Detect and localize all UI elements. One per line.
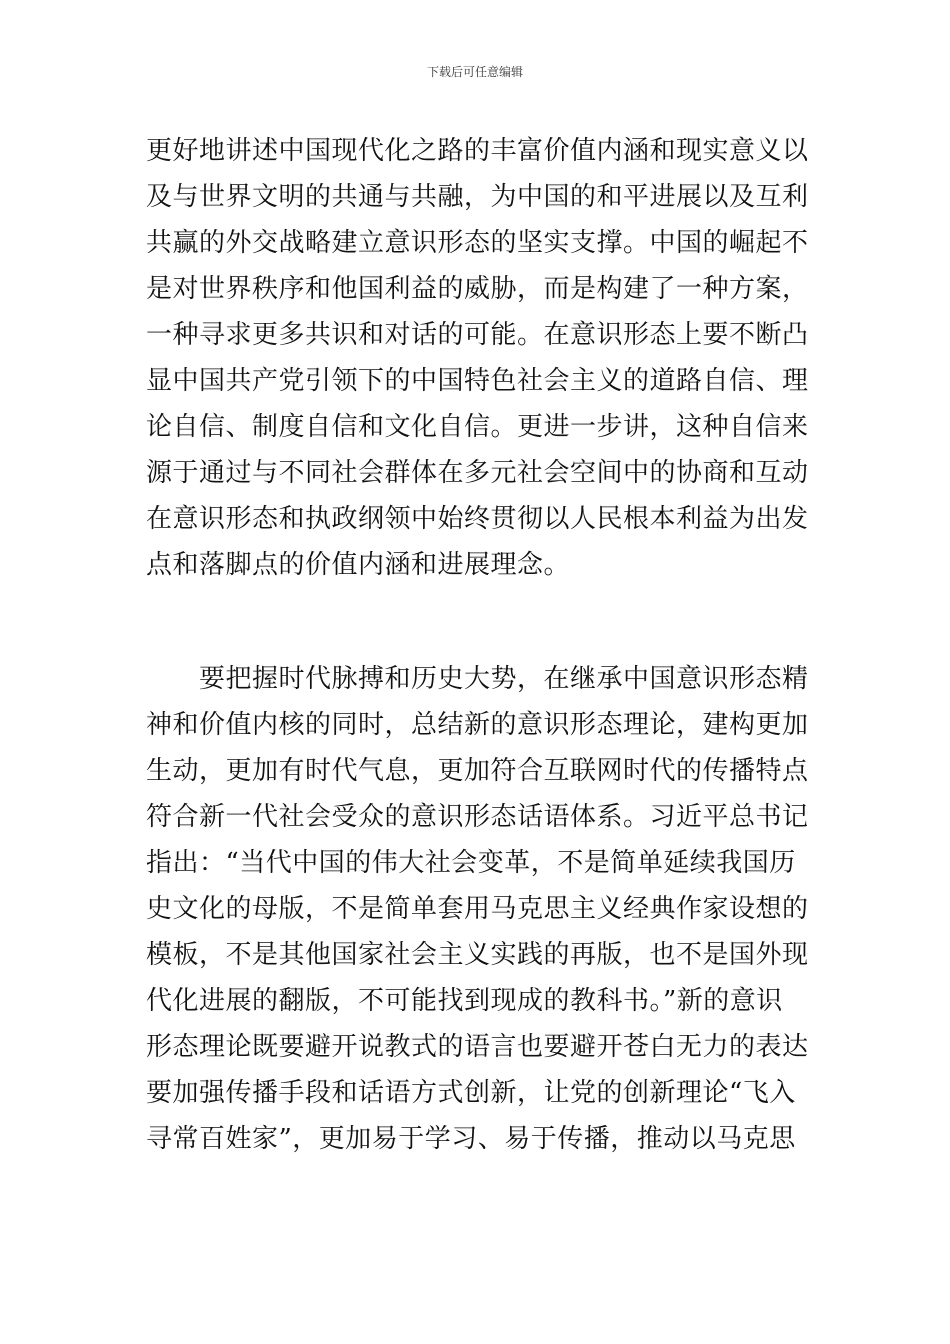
text-line: 显中国共产党引领下的中国特色社会主义的道路自信、理 xyxy=(146,366,809,396)
paragraph-2 xyxy=(146,656,810,1162)
text-line: 要加强传播手段和话语方式创新，让党的创新理论“飞入 xyxy=(146,1078,796,1108)
text-line: 代化进展的翻版，不可能找到现成的教科书。”新的意识 xyxy=(146,986,783,1016)
text-line: 神和价值内核的同时，总结新的意识形态理论，建构更加 xyxy=(146,710,809,740)
text-line: 一种寻求更多共识和对话的可能。在意识形态上要不断凸 xyxy=(146,320,809,350)
text-line: 论自信、制度自信和文化自信。更进一步讲，这种自信来 xyxy=(146,412,809,442)
text-line: 生动，更加有时代气息，更加符合互联网时代的传播特点 xyxy=(146,756,809,786)
text-line: 共赢的外交战略建立意识形态的坚实支撑。中国的崛起不 xyxy=(146,228,809,258)
text-line: 形态理论既要避开说教式的语言也要避开苍白无力的表达 xyxy=(146,1032,809,1062)
text-line: 在意识形态和执政纲领中始终贯彻以人民根本利益为出发 xyxy=(146,504,809,534)
text-line: 模板，不是其他国家社会主义实践的再版，也不是国外现 xyxy=(146,940,809,970)
text-line: 更好地讲述中国现代化之路的丰富价值内涵和现实意义以 xyxy=(146,136,809,166)
text-line: 源于通过与不同社会群体在多元社会空间中的协商和互动 xyxy=(146,458,809,488)
paragraph-spacer xyxy=(146,588,810,656)
text-line: 及与世界文明的共通与共融，为中国的和平进展以及互利 xyxy=(146,182,809,212)
paragraph-1 xyxy=(146,128,810,588)
text-line: 要把握时代脉搏和历史大势，在继承中国意识形态精 xyxy=(146,664,809,694)
text-line: 指出：“当代中国的伟大社会变革，不是简单延续我国历 xyxy=(146,848,796,878)
page-header-note: 下载后可任意编辑 xyxy=(426,65,523,79)
text-line: 是对世界秩序和他国利益的威胁，而是构建了一种方案， xyxy=(146,274,809,304)
document-body xyxy=(146,128,810,1162)
text-line: 史文化的母版，不是简单套用马克思主义经典作家设想的 xyxy=(146,894,809,924)
text-line: 符合新一代社会受众的意识形态话语体系。习近平总书记 xyxy=(146,802,809,832)
text-line: 寻常百姓家”，更加易于学习、易于传播，推动以马克思 xyxy=(146,1124,796,1154)
text-line: 点和落脚点的价值内涵和进展理念。 xyxy=(146,550,571,580)
